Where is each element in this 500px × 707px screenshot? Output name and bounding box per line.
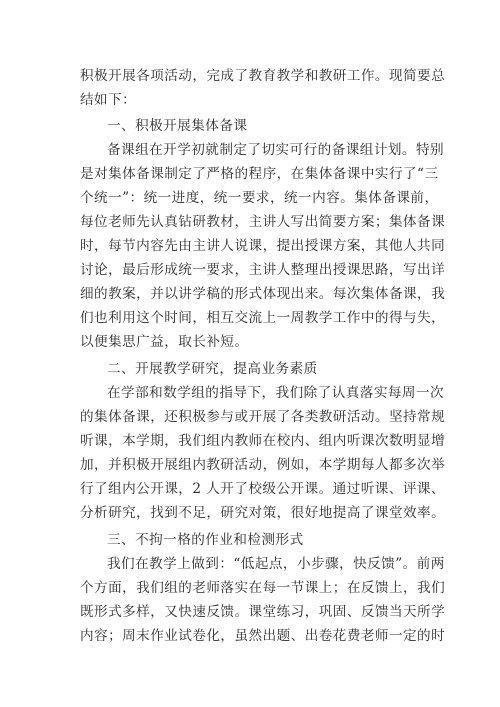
text-line: 以便集思广益，取长补短。	[80, 334, 249, 350]
text-line: 积极开展各项活动，完成了教育教学和教研工作。现简要总	[80, 68, 446, 84]
text-line: 讨论，最后形成统一要求，主讲人整理出授课思路，写出详	[80, 262, 446, 278]
text-line: 内容；周末作业试卷化，虽然出题、出卷花费老师一定的时	[80, 628, 446, 644]
text-line: 加，并积极开展组内教研活动，例如，本学期每人都多次举	[80, 457, 446, 473]
section-heading: 一、积极开展集体备课	[107, 118, 248, 134]
text-line: 结如下：	[80, 92, 137, 108]
text-line: 的集体备课，还积极参与或开展了各类教研活动。坚持常规	[80, 409, 446, 425]
text-line: 行了组内公开课，2 人开了校级公开课。通过听课、评课、	[80, 481, 445, 497]
text-line: 是对集体备课制定了严格的程序，在集体备课中实行了“三	[80, 166, 439, 182]
text-line: 每位老师先认真钻研教材，主讲人写出简要方案；集体备课	[80, 214, 446, 230]
text-line: 分析研究，找到不足，研究对策，很好地提高了课堂效率。	[80, 505, 446, 521]
section-heading: 二、开展教学研究，提高业务素质	[107, 361, 318, 377]
text-line: 备课组在开学初就制定了切实可行的备课组计划。特别	[107, 142, 445, 158]
text-line: 我们在教学上做到：“低起点，小步骤，快反馈”。前两	[107, 556, 445, 572]
text-line: 听课，本学期，我们组内教师在校内、组内听课次数明显增	[80, 433, 446, 449]
section-heading: 三、不拘一格的作业和检测形式	[107, 532, 304, 548]
text-line: 个方面，我们组的老师落实在每一节课上；在反馈上，我们	[80, 580, 446, 596]
text-line: 在学部和数学组的指导下，我们除了认真落实每周一次	[107, 385, 445, 401]
text-line: 时，每节内容先由主讲人说课，提出授课方案，其他人共同	[80, 238, 446, 254]
text-line: 既形式多样，又快速反馈。课堂练习，巩固、反馈当天所学	[80, 604, 446, 620]
text-line: 个统一”：统一进度，统一要求，统一内容。集体备课前，	[80, 190, 439, 206]
text-line: 们也利用这个时间，相互交流上一周教学工作中的得与失，	[80, 310, 446, 326]
text-line: 细的教案，并以讲学稿的形式体现出来。每次集体备课，我	[80, 286, 446, 302]
